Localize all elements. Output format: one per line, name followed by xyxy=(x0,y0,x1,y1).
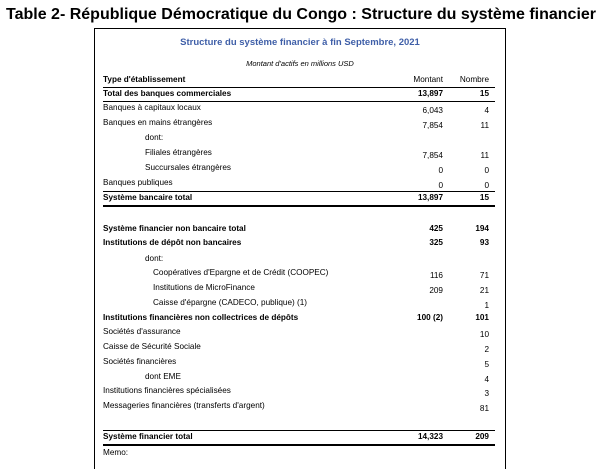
row-label: Total des banques commerciales xyxy=(103,89,232,98)
table-row xyxy=(103,192,495,204)
table-row xyxy=(103,147,495,159)
memo-row xyxy=(103,447,495,459)
row-label: Caisse de Sécurité Sociale xyxy=(103,342,201,351)
table-row xyxy=(103,162,495,174)
row-count: 10 xyxy=(479,330,489,339)
row-label: Système financier total xyxy=(103,432,193,441)
row-count: 15 xyxy=(479,193,489,202)
table-row xyxy=(103,102,495,114)
row-amount: 325 xyxy=(429,238,443,247)
row-amount: 7,854 xyxy=(422,121,443,130)
table-row xyxy=(103,267,495,279)
table-row xyxy=(103,356,495,368)
section-divider xyxy=(103,205,495,207)
table-row xyxy=(103,297,495,309)
table-subtitle: Structure du système financier à fin Septembre, 2021 xyxy=(180,37,420,48)
table-row xyxy=(103,237,495,249)
row-count: 15 xyxy=(479,89,489,98)
row-label: dont: xyxy=(145,133,164,142)
table-row xyxy=(103,132,495,144)
row-count: 5 xyxy=(484,360,489,369)
row-count: 21 xyxy=(479,286,489,295)
row-count: 93 xyxy=(479,238,489,247)
row-label: Institutions financières spécialisées xyxy=(103,386,231,395)
row-count: 11 xyxy=(480,151,489,160)
row-amount: 6,043 xyxy=(422,106,443,115)
header-row xyxy=(103,74,495,86)
row-label: Succursales étrangères xyxy=(145,163,232,172)
row-count: 4 xyxy=(484,106,489,115)
row-count: 71 xyxy=(479,271,489,280)
row-amount: 100 (2) xyxy=(417,313,443,322)
units-note: Montant d'actifs en millions USD xyxy=(246,59,354,68)
row-label: Caisse d'épargne (CADECO, publique) (1) xyxy=(153,298,308,307)
table-row xyxy=(103,312,495,324)
row-amount: 209 xyxy=(429,286,443,295)
row-amount: 116 xyxy=(429,271,443,280)
table-row xyxy=(103,117,495,129)
header-type: Type d'établissement xyxy=(103,75,186,84)
row-label: Système bancaire total xyxy=(103,193,193,202)
row-amount: 13,897 xyxy=(417,89,443,98)
row-label: Coopératives d'Epargne et de Crédit (COOPEC) xyxy=(153,268,329,277)
table-row xyxy=(103,223,495,235)
table-row xyxy=(103,326,495,338)
header-amount: Montant xyxy=(413,75,443,84)
row-label: Institutions financières non collectrices de dépôts xyxy=(103,313,299,322)
table-row xyxy=(103,282,495,294)
table-row xyxy=(103,385,495,397)
row-count: 101 xyxy=(475,313,489,322)
row-label: dont: xyxy=(145,254,164,263)
table-row xyxy=(103,371,495,383)
row-label: Banques en mains étrangères xyxy=(103,118,213,127)
row-amount: 7,854 xyxy=(422,151,443,160)
row-count: 81 xyxy=(479,404,489,413)
table-row xyxy=(103,431,495,443)
row-count: 11 xyxy=(480,121,489,130)
row-label: Système financier non bancaire total xyxy=(103,224,246,233)
row-label: Messageries financières (transferts d'argent) xyxy=(103,401,265,410)
table-row xyxy=(103,253,495,265)
page-title: Table 2- République Démocratique du Congo : Structure du système financier xyxy=(6,6,597,23)
row-label: Banques à capitaux locaux xyxy=(103,103,201,112)
row-count: 0 xyxy=(484,181,489,190)
row-count: 209 xyxy=(475,432,489,441)
header-count: Nombre xyxy=(459,75,489,84)
row-label: Institutions de dépôt non bancaires xyxy=(103,238,242,247)
row-label: Sociétés d'assurance xyxy=(103,327,181,336)
row-amount: 13,897 xyxy=(417,193,443,202)
row-count: 4 xyxy=(484,375,489,384)
row-label: Memo: xyxy=(103,448,129,457)
row-label: Sociétés financières xyxy=(103,357,177,366)
row-count: 2 xyxy=(484,345,489,354)
table-row xyxy=(103,341,495,353)
row-count: 194 xyxy=(475,224,489,233)
row-count: 1 xyxy=(484,301,489,310)
table-frame xyxy=(94,28,506,469)
row-label: Banques publiques xyxy=(103,178,173,187)
table-row xyxy=(103,88,495,100)
row-count: 0 xyxy=(484,166,489,175)
total-bottom-divider xyxy=(103,444,495,446)
row-label: Filiales étrangères xyxy=(145,148,212,157)
row-count: 3 xyxy=(484,389,489,398)
table-row xyxy=(103,400,495,412)
row-label: Institutions de MicroFinance xyxy=(153,283,255,292)
row-amount: 0 xyxy=(438,166,443,175)
table-row xyxy=(103,177,495,189)
row-amount: 14,323 xyxy=(417,432,443,441)
row-amount: 425 xyxy=(429,224,443,233)
row-amount: 0 xyxy=(438,181,443,190)
row-label: dont EME xyxy=(145,372,181,381)
